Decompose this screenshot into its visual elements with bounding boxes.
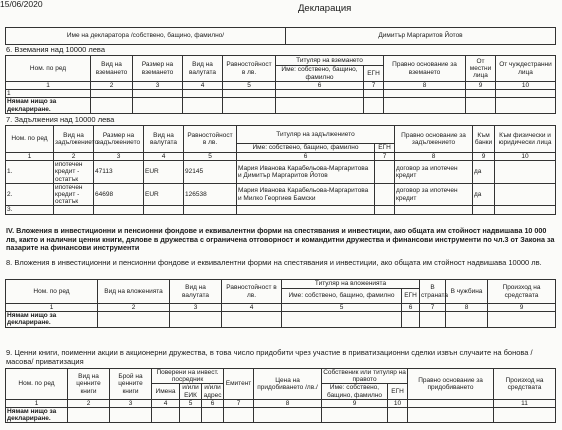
s7-r1-bgn: 92145 (184, 161, 237, 184)
section-9-table (5, 368, 556, 423)
s6-col-holder: Титуляр на вземането (276, 56, 384, 66)
s8-num: 7 (420, 304, 446, 312)
s9-num: 10 (388, 399, 408, 407)
section-9-title: 9. Ценни книги, поименни акции в акционерни дружества, в това число придобити чрез участие в приватизационни сделки извън случаите на бонова /масова/ приватизация (6, 348, 533, 366)
section-8-table (5, 279, 556, 328)
s6-num: 7 (364, 82, 384, 90)
s8-col-currency: Вид на валутата (170, 280, 222, 304)
s7-col-basis: Правно основание за задължението (395, 126, 473, 153)
s7-col-num: Ном. по ред (6, 126, 54, 153)
s9-num: 3 (110, 399, 152, 407)
declarant-name: Димитър Маргаритов Йотов (286, 28, 556, 45)
declarant-table (5, 27, 556, 45)
s7-col-holder: Титуляр на задължението (237, 126, 395, 144)
s7-col-kind: Вид на задължението (54, 126, 94, 153)
s8-col-kind: Вид на вложенията (98, 280, 170, 304)
s9-num: 7 (224, 399, 254, 407)
section-8-title: 8. Вложения в инвестиционни и пенсионни фондове и еквивалентни форми на спестявания и инвестиции, ако общата им стойност надвишава 10000 лв. (6, 258, 542, 267)
s9-col-egn: ЕГН (388, 384, 408, 399)
table-row (6, 183, 556, 206)
s7-num: 4 (144, 153, 184, 161)
s7-r1-num: 1. (6, 161, 54, 184)
section-7-title: 7. Задължения над 10000 лева (6, 115, 115, 124)
s9-num: 4 (152, 399, 180, 407)
s8-num: 1 (6, 304, 98, 312)
s9-col-issuer: Емитент (224, 369, 254, 400)
s7-r2-currency: EUR (144, 183, 184, 206)
s6-num: 6 (276, 82, 364, 90)
s6-num: 2 (91, 82, 133, 90)
s7-col-persons: Към физически и юридически лица (495, 126, 556, 153)
s8-num: 4 (222, 304, 282, 312)
s7-num: 10 (495, 153, 556, 161)
section-6-table (5, 55, 556, 114)
s7-col-egn: ЕГН (375, 144, 395, 153)
s6-num: 1 (6, 82, 91, 90)
s6-col-egn: ЕГН (364, 66, 384, 82)
s8-col-abroad: В чужбина (446, 280, 488, 304)
s9-col-holder-name: Име: собствено, бащино, фамилно (322, 384, 388, 399)
s6-num: 5 (223, 82, 276, 90)
s9-col-basis: Правно основание за придобиването (408, 369, 494, 400)
s9-col-price: Цена на придобиването /лв./ (254, 369, 322, 400)
s7-r1-banks: да (473, 161, 495, 184)
section-7-table (5, 125, 556, 215)
s7-col-bgn: Равностойност в лв. (184, 126, 237, 153)
s7-r1-basis: договор за ипотечен кредит (395, 161, 473, 184)
s6-nothing-to-declare: Нямам нищо за деклариране. (6, 98, 91, 113)
s6-col-amount: Размер на вземането (133, 56, 183, 82)
s7-col-currency: Вид на валутата (144, 126, 184, 153)
s7-r1-holder: Мария Иванова Карабельова-Маргаритова и Димитър Маргаритов Йотов (237, 161, 375, 184)
section-iv-heading: IV. Вложения в инвестиционни и пенсионни фондове и еквивалентни форми на спестявания и инвестиции, ако общата им стойност надвишава 10 000 лв, както и налични ценни книги, дялове в дружества с ограничена отговорност и командитни дружества и финансови инструменти по чл.3 от Закона за пазарите на финансови инструменти (6, 226, 555, 253)
s9-num: 11 (494, 399, 556, 407)
s8-col-holder-name: Име: собствено, бащино, фамилно (282, 289, 402, 304)
s7-num: 6 (237, 153, 375, 161)
s9-num: 2 (68, 399, 110, 407)
section-6-title: 6. Вземания над 10000 лева (6, 45, 106, 54)
s6-col-kind: Вид на вземането (91, 56, 133, 82)
page-title: Декларация (298, 3, 352, 14)
s9-num: 5 (180, 399, 202, 407)
s9-col-source: Произход на средствата (494, 369, 556, 400)
s9-col-kind: Вид на ценните книги (68, 369, 110, 400)
s7-num: 8 (395, 153, 473, 161)
s7-r1-amount: 47113 (94, 161, 144, 184)
s6-num: 8 (384, 82, 466, 90)
s6-num: 10 (496, 82, 556, 90)
s8-num: 3 (170, 304, 222, 312)
s9-col-names: Имена (152, 384, 180, 399)
s8-col-bgn: Равностойност в лв. (222, 280, 282, 304)
s9-col-holder: Собственик или титуляр на правото (323, 369, 406, 384)
s6-col-currency: Вид на валутата (183, 56, 223, 82)
declarant-label: Име на декларатора /собствено, бащино, фамилно/ (6, 28, 286, 45)
s9-nothing-to-declare: Нямам нищо за деклариране. (6, 408, 68, 423)
s6-num: 3 (133, 82, 183, 90)
s6-col-basis: Правно основание за вземането (384, 56, 466, 82)
s8-col-in-country: В страната (420, 280, 446, 304)
s7-r3-num: 3. (6, 206, 54, 214)
s8-num: 5 (282, 304, 402, 312)
s9-num: 8 (254, 399, 322, 407)
s6-col-foreign: От чуждестранни лица (496, 56, 556, 82)
s6-num: 9 (466, 82, 496, 90)
s9-num: 9 (322, 399, 388, 407)
s6-row-index: 1 (6, 90, 91, 98)
s9-col-num: Ном. по ред (6, 369, 68, 400)
s7-num: 1 (6, 153, 54, 161)
print-date: 15/06/2020 (0, 0, 43, 9)
s6-col-holder-name: Име: собствено, бащино, фамилно (276, 66, 364, 82)
s8-num: 9 (488, 304, 556, 312)
s9-col-eik: и/или ЕИК (180, 384, 202, 399)
s7-num: 5 (184, 153, 237, 161)
s7-col-banks: Към банки (473, 126, 495, 153)
s7-num: 9 (473, 153, 495, 161)
s6-col-num: Ном. по ред (6, 56, 91, 82)
s8-nothing-to-declare: Нямам нищо за деклариране. (6, 312, 98, 327)
s6-col-bgn: Равностойност в лв. (223, 56, 276, 82)
s8-col-egn: ЕГН (402, 289, 420, 304)
s8-col-num: Ном. по ред (6, 280, 98, 304)
s9-num: 1 (6, 399, 68, 407)
s8-num: 2 (98, 304, 170, 312)
s7-r1-currency: EUR (144, 161, 184, 184)
s9-col-addr: и/или адрес (202, 384, 224, 399)
s7-col-amount: Размер на задължението (94, 126, 144, 153)
s7-r2-banks: да (473, 183, 495, 206)
table-row (6, 161, 556, 184)
s8-col-source: Произход на средствата (488, 280, 556, 304)
s7-num: 3 (94, 153, 144, 161)
s7-num: 7 (375, 153, 395, 161)
s8-num: 6 (402, 304, 420, 312)
s9-col-count: Брой на ценните книги (110, 369, 152, 400)
s9-col-broker: Поверени на инвест. посредник (152, 369, 224, 384)
s8-col-holder: Титуляр на вложенията (282, 280, 420, 289)
s7-col-holder-name: Име: собствено, бащино, фамилно (237, 144, 375, 153)
s7-r1-kind: ипотечен кредит - остатък (54, 161, 94, 184)
s7-r2-bgn: 126538 (184, 183, 237, 206)
s6-col-local: От местни лица (466, 56, 496, 82)
s7-r2-num: 2. (6, 183, 54, 206)
s7-r2-amount: 64698 (94, 183, 144, 206)
s7-num: 2 (54, 153, 94, 161)
s7-r2-kind: ипотечен кредит - остатък (54, 183, 94, 206)
s9-num: 6 (202, 399, 224, 407)
s6-num: 4 (183, 82, 223, 90)
s8-num: 8 (446, 304, 488, 312)
s7-r2-basis: договор за ипотечен кредит (395, 183, 473, 206)
s7-r2-holder: Мария Иванова Карабельова-Маргаритова и Милко Георгиев Бамски (237, 183, 375, 206)
